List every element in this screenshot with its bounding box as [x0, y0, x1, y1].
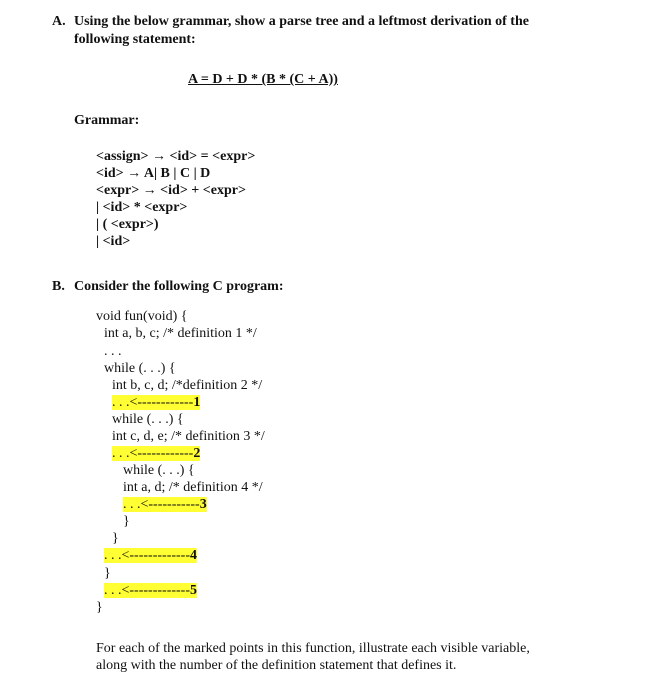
- closing-brace: }: [104, 566, 111, 581]
- grammar-heading: Grammar:: [74, 113, 140, 128]
- closing-brace: }: [96, 600, 103, 615]
- code-line: while (. . .) {: [104, 361, 176, 376]
- marker-dots: . . .: [123, 497, 141, 512]
- marker-dots: . . .: [104, 548, 122, 563]
- section-a-label: A.: [52, 14, 66, 29]
- marker-dots: . . .: [104, 583, 122, 598]
- closing-brace: }: [123, 514, 130, 529]
- marker-point-4: [104, 547, 197, 564]
- footer-line2: along with the number of the definition statement that defines it.: [96, 658, 457, 673]
- code-line: int c, d, e; /* definition 3 */: [112, 429, 265, 444]
- section-a-question-line2: following statement:: [74, 32, 196, 47]
- marker-number: 5: [190, 583, 198, 598]
- section-b-question: Consider the following C program:: [74, 279, 284, 294]
- marker-arrow: <-------------: [121, 583, 191, 598]
- grammar-rule: | <id>: [96, 234, 131, 249]
- marker-point-2: [112, 445, 200, 462]
- marker-arrow: <-----------: [140, 497, 200, 512]
- target-statement: A = D + D * (B * (C + A)): [188, 72, 338, 87]
- marker-arrow: <------------: [129, 446, 194, 461]
- marker-dots: . . .: [112, 395, 130, 410]
- code-line: void fun(void) {: [96, 309, 188, 324]
- code-line: while (. . .) {: [123, 463, 195, 478]
- code-line: int a, d; /* definition 4 */: [123, 480, 263, 495]
- footer-line1: For each of the marked points in this function, illustrate each visible variable,: [96, 641, 530, 656]
- code-line: int b, c, d; /*definition 2 */: [112, 378, 263, 393]
- grammar-rule: <assign> → <id> = <expr>: [96, 149, 256, 164]
- marker-point-1: [112, 394, 200, 411]
- grammar-rule: <expr> → <id> + <expr>: [96, 183, 246, 198]
- section-b-label: B.: [52, 279, 65, 294]
- marker-dots: . . .: [112, 446, 130, 461]
- marker-number: 4: [190, 548, 198, 563]
- marker-number: 1: [193, 395, 201, 410]
- marker-number: 2: [193, 446, 201, 461]
- marker-arrow: <------------: [129, 395, 194, 410]
- marker-arrow: <-------------: [121, 548, 191, 563]
- marker-number: 3: [199, 497, 207, 512]
- closing-brace: }: [112, 531, 119, 546]
- grammar-rule: | ( <expr>): [96, 217, 159, 232]
- code-line: while (. . .) {: [112, 412, 184, 427]
- section-a-question-line1: Using the below grammar, show a parse tree and a leftmost derivation of the: [74, 14, 529, 29]
- code-line: int a, b, c; /* definition 1 */: [104, 326, 257, 341]
- grammar-rule: | <id> * <expr>: [96, 200, 188, 215]
- code-line: . . .: [104, 344, 122, 359]
- marker-point-5: [104, 582, 197, 599]
- marker-point-3: [123, 496, 207, 513]
- grammar-rule: <id> → A| B | C | D: [96, 166, 211, 181]
